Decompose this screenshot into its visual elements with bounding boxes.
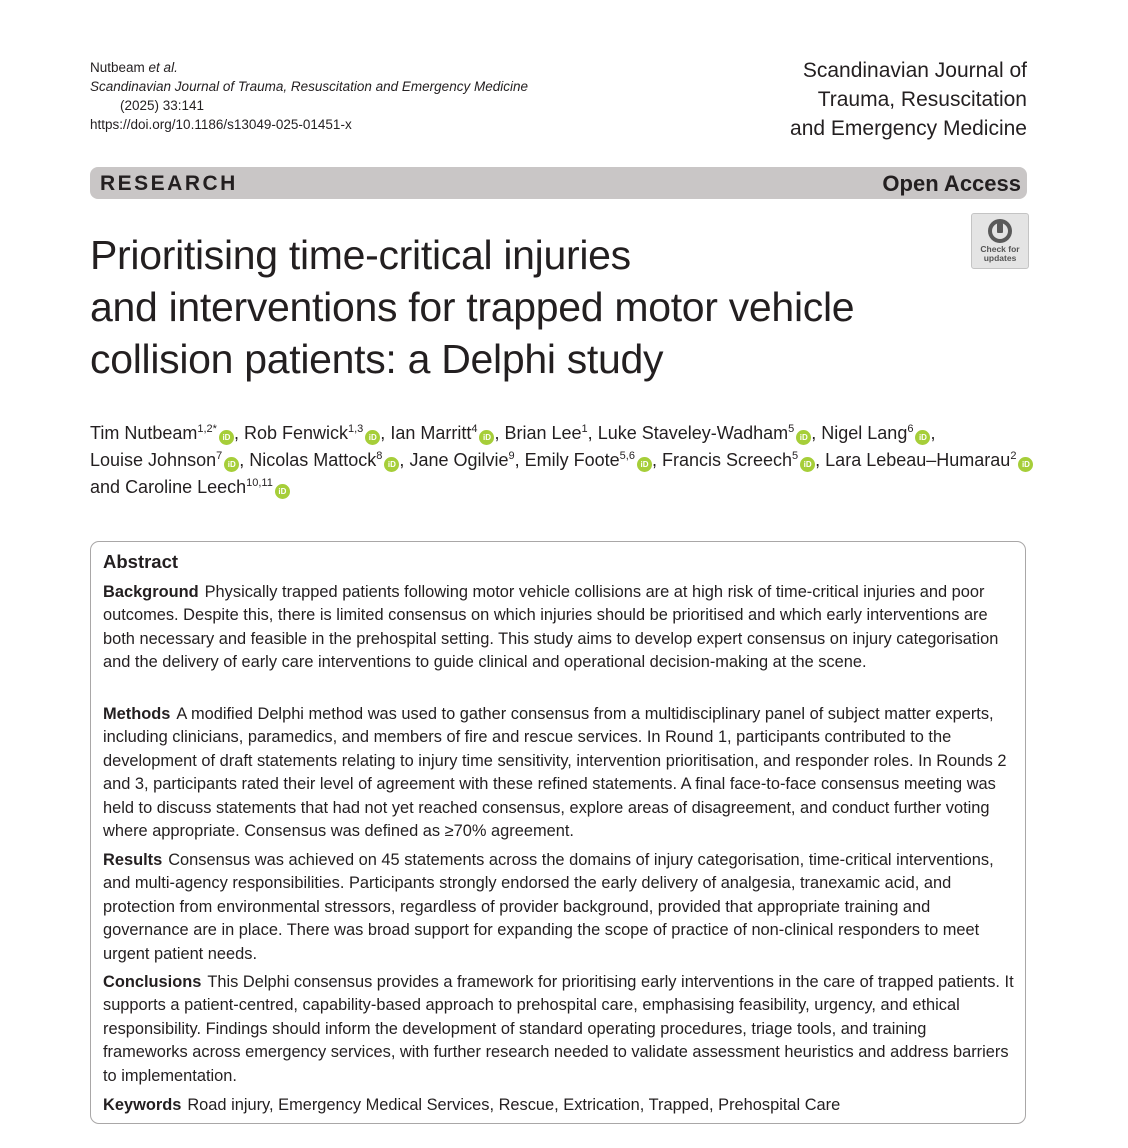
author: Luke Staveley-Wadham$^5$iD xyxy=(598,423,812,443)
citation-volume: (2025) 33:141 xyxy=(120,98,205,113)
author: Emily Foote$^{5,6}$iD xyxy=(525,450,652,470)
orcid-icon[interactable]: iD xyxy=(637,457,652,472)
abstract-results: Results Consensus was achieved on 45 statements across the domains of injury categorisation, time-critical interventions, and multi-agency responsibilities. Participants strongly endorsed the early delivery of analgesia, tranexamic acid, and protection from environmental stressors, regardless of provider background, provided that appropriate training and governance are in place. There was broad support for expanding the scope of practice of non-clinical responders to meet urgent patient needs. xyxy=(103,851,994,963)
orcid-icon[interactable]: iD xyxy=(224,457,239,472)
orcid-icon[interactable]: iD xyxy=(219,430,234,445)
abstract-heading: Abstract xyxy=(103,551,179,572)
citation-authors: Nutbeam et al. xyxy=(90,60,178,75)
orcid-icon[interactable]: iD xyxy=(479,430,494,445)
orcid-icon[interactable]: iD xyxy=(915,430,930,445)
author: Caroline Leech$^{10,11}$iD xyxy=(125,477,290,497)
author: Brian Lee$^1$ xyxy=(504,423,588,443)
author-row: and Caroline Leech$^{10,11}$iD xyxy=(90,474,1040,501)
open-access-label: Open Access xyxy=(882,171,1021,196)
author: Nicolas Mattock$^8$iD xyxy=(249,450,399,470)
abstract-keywords: Keywords Road injury, Emergency Medical Services, Rescue, Extrication, Trapped, Prehospital Care xyxy=(103,1096,841,1114)
abstract-box xyxy=(90,541,1026,1124)
orcid-icon[interactable]: iD xyxy=(796,430,811,445)
author: Lara Lebeau–Humarau$^2$iD xyxy=(825,450,1033,470)
orcid-icon[interactable]: iD xyxy=(275,484,290,499)
check-for-updates-button[interactable]: Check for updates xyxy=(971,213,1029,269)
author: Nigel Lang$^6$iD xyxy=(821,423,930,443)
abstract-methods: Methods A modified Delphi method was used to gather consensus from a multidisciplinary panel of subject matter experts, including clinicians, paramedics, and members of fire and rescue services. In Round 1, participants contributed to the development of draft statements relating to injury time sensitivity, intervention prioritisation, and responder roles. In Rounds 2 and 3, participants rated their level of agreement with these refined statements. A final face-to-face consensus meeting was held to discuss statements that had not yet reached consensus, explore areas of disagreement, and conduct further voting where appropriate. Consensus was defined as ≥70% agreement. xyxy=(103,705,1007,841)
author: Rob Fenwick$^{1,3}$iD xyxy=(244,423,380,443)
author: Tim Nutbeam$^{1,2*}$iD xyxy=(90,423,234,443)
abstract-background: Background Physically trapped patients following motor vehicle collisions are at high risk of time-critical injuries and poor outcomes. Despite this, there is limited consensus on which injuries should be prioritised and which early interventions are both necessary and feasible in the prehospital setting. This study aims to develop expert consensus on injury categorisation and the delivery of early care interventions to guide clinical and operational decision-making at the scene. xyxy=(103,583,999,672)
author-list xyxy=(90,420,1040,501)
orcid-icon[interactable]: iD xyxy=(384,457,399,472)
citation-block xyxy=(90,58,650,134)
abstract-conclusions: Conclusions This Delphi consensus provides a framework for prioritising early interventions in the care of trapped patients. It supports a patient-centred, capability-based approach to prehospital care, emphasising feasibility, urgency, and ethical responsibility. Findings should inform the development of standard operating procedures, triage tools, and training frameworks across emergency services, with further research needed to validate assessment heuristics and address barriers to implementation. xyxy=(103,973,1014,1085)
author-row: Louise Johnson$^7$iD , Nicolas Mattock$^8$iD , Jane Ogilvie$^9$, Emily Foote$^{5,6}$iD , Francis Screech$^5$iD , Lara Lebeau–Humarau$^2$iD xyxy=(90,447,1040,474)
author: Ian Marritt$^4$iD xyxy=(390,423,494,443)
doi-link[interactable]: https://doi.org/10.1186/s13049-025-01451-x xyxy=(90,117,352,132)
journal-name: Scandinavian Journal of Trauma, Resuscitation and Emergency Medicine xyxy=(790,59,1027,140)
author: Jane Ogilvie$^9$ xyxy=(409,450,515,470)
orcid-icon[interactable]: iD xyxy=(365,430,380,445)
orcid-icon[interactable]: iD xyxy=(1018,457,1033,472)
author: Louise Johnson$^7$iD xyxy=(90,450,239,470)
article-title: Prioritising time-critical injuries and interventions for trapped motor vehicle collision patients: a Delphi study xyxy=(90,232,855,382)
author: Francis Screech$^5$iD xyxy=(662,450,815,470)
author-row: Tim Nutbeam$^{1,2*}$iD , Rob Fenwick$^{1,3}$iD , Ian Marritt$^4$iD , Brian Lee$^1$, Luke Staveley-Wadham$^5$iD , Nigel Lang$^6$iD , xyxy=(90,423,936,443)
check-updates-icon xyxy=(987,218,1013,244)
citation-journal: Scandinavian Journal of Trauma, Resuscitation and Emergency Medicine xyxy=(90,79,528,94)
article-type-label: RESEARCH xyxy=(100,172,238,195)
orcid-icon[interactable]: iD xyxy=(800,457,815,472)
article-type-banner xyxy=(90,167,1027,199)
